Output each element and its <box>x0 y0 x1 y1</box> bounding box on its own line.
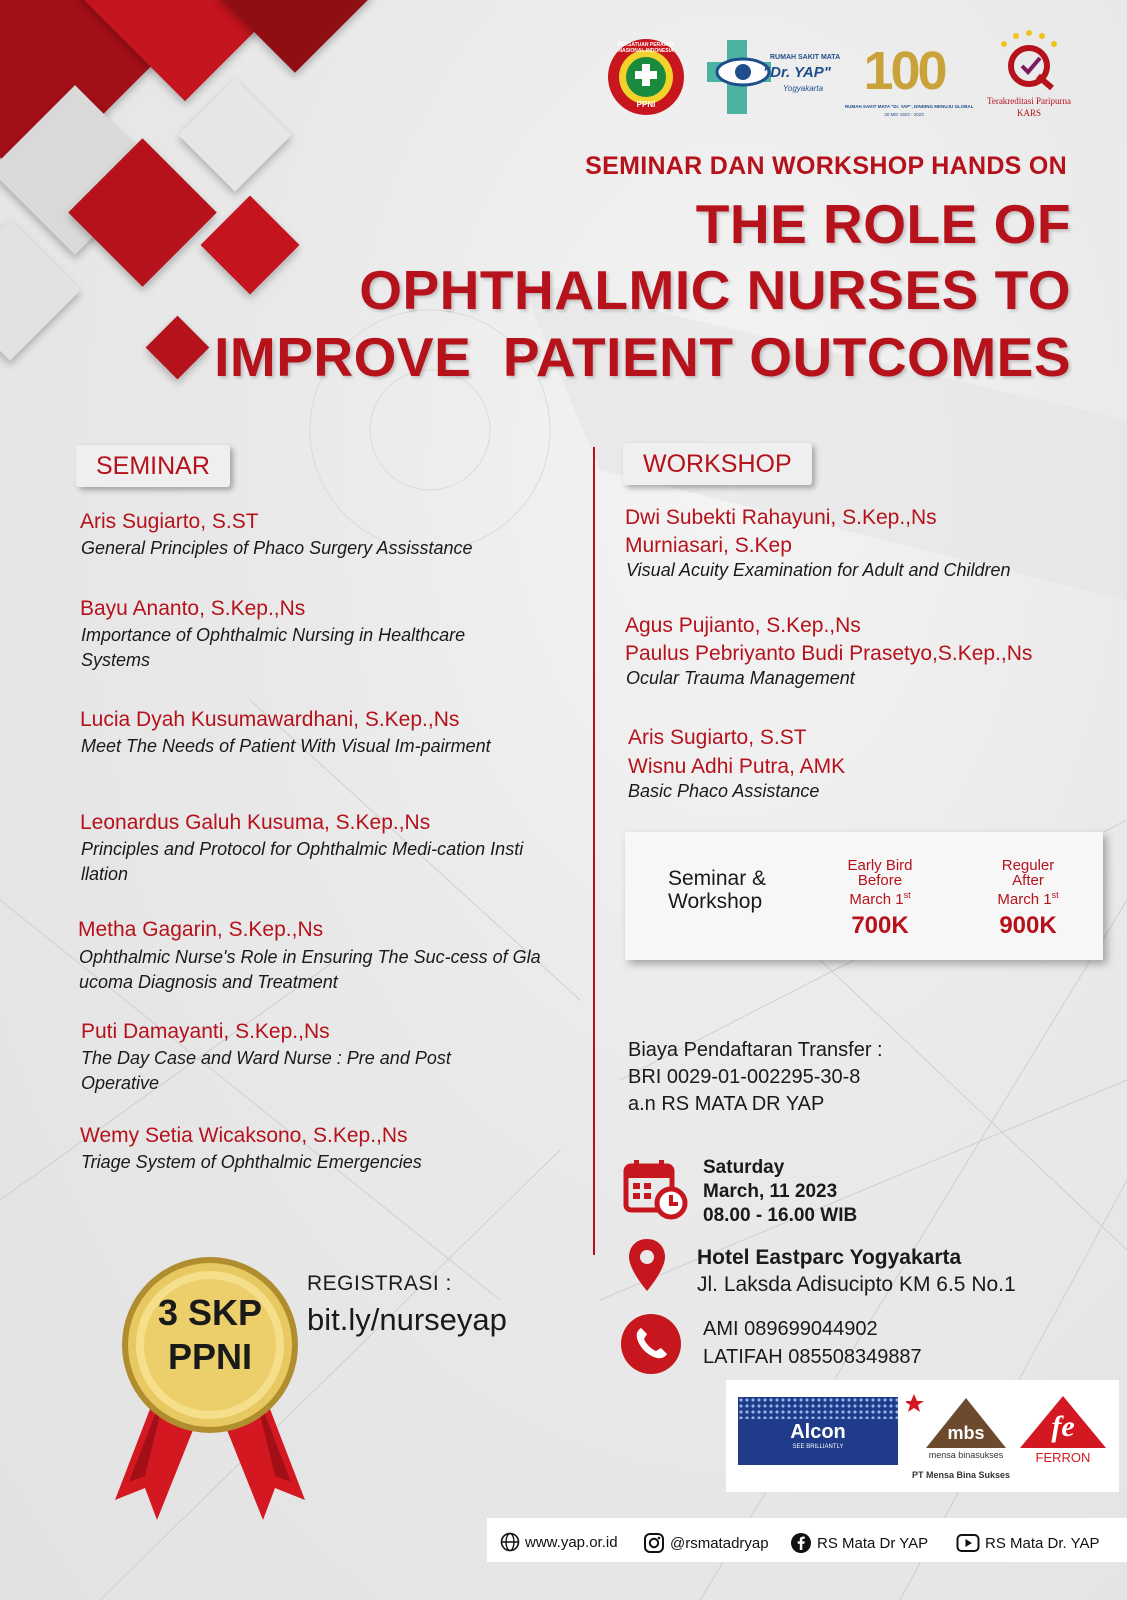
early-bird-condition <box>825 858 935 907</box>
workshop-speaker-name: Dwi Subekti Rahayuni, S.Kep.,Ns <box>625 506 937 529</box>
workshop-topic: Basic Phaco Assistance <box>628 781 820 801</box>
centenary-caption: RUMAH SAKIT MATA "Dr. YAP", DINDING MENUJU GLOBAL <box>845 104 974 109</box>
contacts <box>703 1315 922 1371</box>
centenary-number: 100 <box>863 41 945 101</box>
seminar-speaker-name: Metha Gagarin, S.Kep.,Ns <box>78 918 324 941</box>
kars-line1: Terakreditasi Paripurna <box>986 96 1072 106</box>
workshop-speaker-name: Wisnu Adhi Putra, AMK <box>628 755 846 778</box>
yap-city-text: Yogyakarta <box>783 84 824 93</box>
seminar-speaker-topic: The Day Case and Ward Nurse : Pre and Post Operative <box>81 1048 451 1093</box>
seminar-speaker-name: Wemy Setia Wicaksono, S.Kep.,Ns <box>80 1124 408 1147</box>
event-subtitle: SEMINAR DAN WORKSHOP HANDS ON <box>585 152 1067 180</box>
ferron-name: FERRON <box>1035 1450 1091 1465</box>
early-bird-price: 700K <box>851 912 909 939</box>
footer-instagram-text: @rsmatadryap <box>670 1534 769 1552</box>
workshop-tag: WORKSHOP <box>623 443 812 485</box>
seminar-speaker-topic: General Principles of Phaco Surgery Assisstance <box>81 538 473 558</box>
footer-website[interactable] <box>500 1532 618 1552</box>
ppni-ring-text: PERSATUAN PERAWAT NASIONAL INDONESIA <box>617 42 675 54</box>
payment-line2: BRI 0029-01-002295-30-8 <box>628 1066 861 1088</box>
event-venue: Hotel Eastparc Yogyakarta <box>697 1246 962 1269</box>
regular-line2: After <box>1012 872 1044 889</box>
seminar-speaker-topic: Principles and Protocol for Ophthalmic Medi-cation Instillation <box>81 839 524 884</box>
early-bird-line1: Early Bird <box>847 857 913 874</box>
event-address: Jl. Laksda Adisucipto KM 6.5 No.1 <box>697 1273 1016 1296</box>
footer-facebook-text: RS Mata Dr YAP <box>817 1534 929 1552</box>
workshop-topic: Ocular Trauma Management <box>626 668 855 688</box>
early-bird-line2: Before <box>857 872 903 889</box>
contact-2: LATIFAH 085508349887 <box>703 1346 922 1368</box>
regular-line3: March 1 <box>997 891 1052 908</box>
footer-youtube[interactable] <box>956 1532 1100 1554</box>
location-pin-icon <box>627 1237 667 1293</box>
workshop-speaker-name: Agus Pujianto, S.Kep.,Ns <box>625 614 861 637</box>
event-datetime <box>703 1156 857 1228</box>
footer-facebook[interactable] <box>790 1532 928 1554</box>
instagram-icon <box>643 1532 665 1554</box>
seminar-speaker-topic: Ophthalmic Nurse's Role in Ensuring The Suc-cess of Glaucoma Diagnosis and Treatment <box>79 947 541 992</box>
seminar-speaker-topic: Meet The Needs of Patient With Visual Im-pairment <box>81 736 491 756</box>
calendar-clock-icon <box>623 1158 689 1220</box>
seminar-speaker-name: Aris Sugiarto, S.ST <box>80 510 259 533</box>
event-day: Saturday <box>703 1157 785 1178</box>
registration-label: REGISTRASI : <box>307 1272 452 1295</box>
seminar-speaker-name: Leonardus Galuh Kusuma, S.Kep.,Ns <box>80 811 431 834</box>
seminar-speaker-name: Puti Damayanti, S.Kep.,Ns <box>81 1020 330 1043</box>
ppni-label: PPNI <box>636 100 656 109</box>
centenary-logo <box>845 41 974 122</box>
ppni-logo <box>607 38 685 116</box>
youtube-icon <box>956 1532 980 1554</box>
workshop-speaker-name: Murniasari, S.Kep <box>625 534 792 557</box>
footer-website-text: www.yap.or.id <box>525 1533 618 1551</box>
early-bird-line3: March 1 <box>849 891 904 908</box>
mbs-logo <box>906 1390 1016 1482</box>
workshop-speaker-name: Aris Sugiarto, S.ST <box>628 726 807 749</box>
seminar-speaker-topic: Importance of Ophthalmic Nursing in Healthcare Systems <box>81 625 466 670</box>
column-divider <box>593 447 595 1255</box>
seminar-speaker-name: Lucia Dyah Kusumawardhani, S.Kep.,Ns <box>80 708 460 731</box>
title-line-1: THE ROLE OF <box>695 193 1071 255</box>
skp-line2: PPNI <box>167 1336 253 1377</box>
yap-name-text: "Dr. YAP" <box>763 64 831 81</box>
seminar-speaker-name: Bayu Ananto, S.Kep.,Ns <box>80 597 306 620</box>
ferron-mark: fe <box>1051 1410 1075 1443</box>
alcon-tagline: SEE BRILLIANTLY <box>792 1444 844 1450</box>
event-time: 08.00 - 16.00 WIB <box>703 1205 858 1226</box>
workshop-speaker-name: Paulus Pebriyanto Budi Prasetyo,S.Kep.,Ns <box>625 642 1033 665</box>
payment-line3: a.n RS MATA DR YAP <box>628 1093 825 1115</box>
seminar-tag: SEMINAR <box>76 445 230 487</box>
mbs-subtitle: mensa binasukses <box>928 1450 1004 1460</box>
title-line-2: OPHTHALMIC NURSES TO <box>359 259 1071 321</box>
skp-badge-text <box>95 1291 325 1379</box>
regular-price: 900K <box>999 912 1057 939</box>
ferron-logo <box>1018 1394 1108 1468</box>
footer-youtube-text: RS Mata Dr. YAP <box>985 1534 1100 1552</box>
rs-yap-logo <box>705 38 845 116</box>
title-line-3: IMPROVE PATIENT OUTCOMES <box>214 326 1071 388</box>
regular-sup: st <box>1051 890 1059 900</box>
phone-icon <box>620 1313 682 1375</box>
price-label-line1: Seminar & <box>668 867 767 890</box>
price-label-line2: Workshop <box>668 890 763 913</box>
payment-info <box>628 1037 883 1118</box>
globe-icon <box>500 1532 520 1552</box>
regular-line1: Reguler <box>1001 857 1055 874</box>
workshop-topic: Visual Acuity Examination for Adult and Children <box>626 560 1011 580</box>
price-box <box>625 832 1103 960</box>
alcon-name: Alcon <box>790 1421 846 1443</box>
mbs-company: PT Mensa Bina Sukses <box>911 1470 1011 1480</box>
registration-link[interactable]: bit.ly/nurseyap <box>307 1302 507 1337</box>
sponsor-panel <box>726 1380 1119 1492</box>
yap-small-text: RUMAH SAKIT MATA <box>770 54 841 61</box>
footer-instagram[interactable] <box>643 1532 769 1554</box>
contact-1: AMI 089699044902 <box>703 1318 878 1340</box>
skp-line1: 3 SKP <box>157 1292 263 1333</box>
alcon-logo <box>738 1397 898 1465</box>
kars-emblem-icon <box>980 30 1078 90</box>
facebook-icon <box>790 1532 812 1554</box>
kars-line2: KARS <box>1016 108 1041 118</box>
centenary-dates: 30 MEI 1923 - 2023 <box>884 112 924 117</box>
price-label <box>668 867 766 913</box>
seminar-speaker-topic: Triage System of Ophthalmic Emergencies <box>81 1152 422 1172</box>
kars-logo <box>980 30 1078 126</box>
payment-line1: Biaya Pendaftaran Transfer : <box>628 1039 883 1061</box>
regular-condition <box>973 858 1083 907</box>
event-date: March, 11 2023 <box>703 1181 838 1202</box>
early-bird-sup: st <box>903 890 911 900</box>
mbs-name: mbs <box>947 1423 985 1443</box>
